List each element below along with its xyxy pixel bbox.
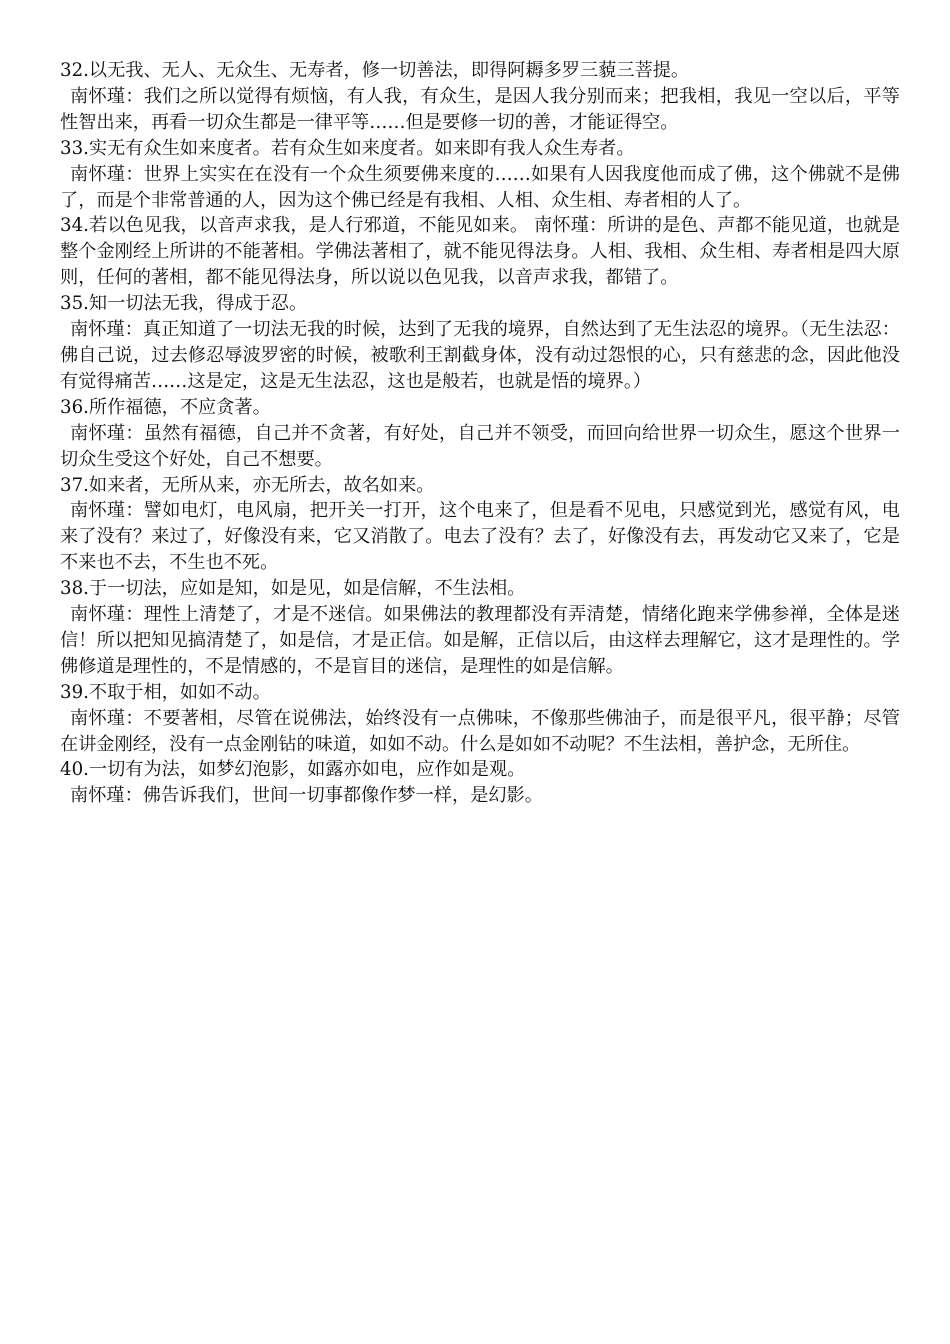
- entry-32-heading: 32.以无我、无人、无众生、无寿者，修一切善法，即得阿耨多罗三藐三菩提。: [60, 60, 690, 81]
- entry-39-heading: 39.不取于相，如如不动。: [60, 681, 271, 703]
- entry-38-heading: 38.于一切法，应如是知，如是见，如是信解，不生法相。: [60, 578, 526, 600]
- entry-36-heading: 36.所作福德，不应贪著。: [60, 396, 271, 418]
- entry-40-heading: 40.一切有为法，如梦幻泡影，如露亦如电，应作如是观。: [60, 759, 526, 781]
- entry-40-comment: 南怀瑾：佛告诉我们，世间一切事都像作梦一样，是幻影。: [70, 785, 543, 807]
- entry-39-comment: 南怀瑾：不要著相，尽管在说佛法，始终没有一点佛味，不像那些佛油子，而是很平凡，很平静；尽管在讲金刚经，没有一点金刚钻的味道，如如不动。什么是如如不动呢？不生法相，善护念，无所住。: [60, 707, 900, 755]
- entry-33-heading: 33.实无有众生如来度者。若有众生如来度者。如来即有我人众生寿者。: [60, 137, 635, 159]
- entry-38-comment: 南怀瑾：理性上清楚了，才是不迷信。如果佛法的教理都没有弄清楚，情绪化跑来学佛参禅，全体是迷信！所以把知见搞清楚了，如是信，才是正信。如是解，正信以后，由这样去理解它，这才是理性的。学佛修道是理性的，不是情感的，不是盲目的迷信，是理性的如是信解。: [60, 604, 900, 677]
- entry-33-comment: 南怀瑾：世界上实实在在没有一个众生须要佛来度的……如果有人因我度他而成了佛，这个佛就不是佛了，而是个非常普通的人，因为这个佛已经是有我相、人相、众生相、寿者相的人了。: [60, 163, 900, 211]
- document-page: [60, 58, 900, 809]
- entry-34-heading: 34.若以色见我，以音声求我，是人行邪道，不能见如来。 南怀瑾：所讲的是色、声都不能见道，也就是整个金刚经上所讲的不能著相。学佛法著相了，就不能见得法身。人相、我相、众生相、寿者相是四大原则，任何的著相，都不能见得法身，所以说以色见我，以音声求我，都错了。: [60, 215, 900, 289]
- entry-32-comment: 南怀瑾：我们之所以觉得有烦恼，有人我，有众生，是因人我分别而来；把我相，我见一空以后，平等性智出来，再看一切众生都是一律平等……但是要修一切的善，才能证得空。: [60, 85, 900, 133]
- entry-35-comment: 南怀瑾：真正知道了一切法无我的时候，达到了无我的境界，自然达到了无生法忍的境界。（无生法忍：佛自己说，过去修忍辱波罗密的时候，被歌利王割截身体，没有动过怨恨的心，只有慈悲的念，因此他没有觉得痛苦……这是定，这是无生法忍，这也是般若，也就是悟的境界。）: [60, 319, 900, 392]
- entry-37-comment: 南怀瑾：譬如电灯，电风扇，把开关一打开，这个电来了，但是看不见电，只感觉到光，感觉有风，电来了没有？来过了，好像没有来，它又消散了。电去了没有？去了，好像没有去，再发动它又来了，它是不来也不去，不生也不死。: [60, 500, 900, 574]
- entry-35-heading: 35.知一切法无我，得成于忍。: [60, 293, 308, 315]
- entry-36-comment: 南怀瑾：虽然有福德，自己并不贪著，有好处，自己并不领受，而回向给世界一切众生，愿这个世界一切众生受这个好处，自己不想要。: [60, 422, 900, 470]
- entry-37-heading: 37.如来者，无所从来，亦无所去，故名如来。: [60, 474, 435, 496]
